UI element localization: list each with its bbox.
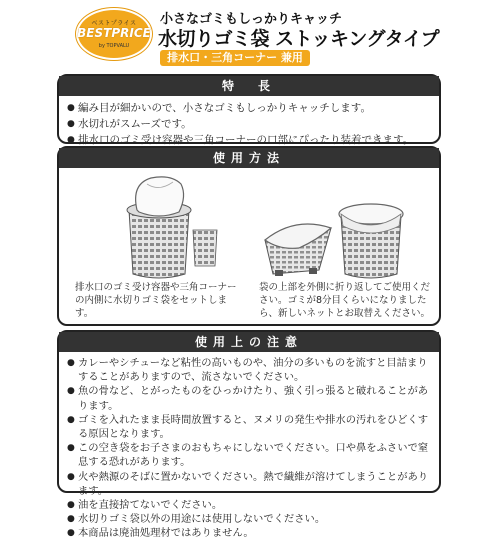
features-heading: 特 長 xyxy=(59,76,439,96)
features-list xyxy=(59,96,439,148)
usage-caption-left: 排水口のゴミ受け容器や三角コーナーの内側に水切りゴミ袋をセットします。 xyxy=(75,282,237,319)
triangle-corner-basket xyxy=(265,224,331,276)
list-item: ● 排水口のゴミ受け容器や三角コーナーの口部にぴったり装着できます。 xyxy=(67,132,431,148)
usage-caption-right: 袋の上部を外側に折り返してご使用ください。ゴミが8分目くらいになりましたら、新しいネットとお取替えください。 xyxy=(259,282,431,319)
usage-illustration xyxy=(59,170,439,282)
strainer-with-bag-right xyxy=(339,204,403,278)
usage-badge: 排水口・三角コーナー 兼用 xyxy=(160,50,310,66)
list-item: ● 油を直接捨てないでください。 xyxy=(67,498,431,512)
list-item: ● 水切れがスムーズです。 xyxy=(67,116,431,132)
usage-panel xyxy=(57,146,441,326)
logo-top-text: ベストプライス xyxy=(91,20,137,27)
bestprice-logo xyxy=(76,8,152,60)
list-item: ● 編み目が細かいので、小さなゴミもしっかりキャッチします。 xyxy=(67,100,431,116)
list-item: ● 水切りゴミ袋以外の用途には使用しないでください。 xyxy=(67,512,431,526)
tagline: 小さなゴミもしっかりキャッチ xyxy=(160,12,343,27)
logo-main-text: BESTPRICE xyxy=(77,26,151,40)
list-item: ● この空き袋をお子さまのおもちゃにしないでください。口や鼻をふさいで窒息する恐れがあります。 xyxy=(67,441,431,469)
list-item: ● カレーやシチューなど粘性の高いものや、油分の多いものを流すと目詰まりすることがありますので、流さないでください。 xyxy=(67,356,431,384)
list-item: ● ゴミを入れたまま長時間放置すると、ヌメリの発生や排水の汚れをひどくする原因となります。 xyxy=(67,413,431,441)
list-item: ● 火や熱源のそばに置かないでください。熱で繊維が溶けてしまうことがあります。 xyxy=(67,470,431,498)
cautions-panel xyxy=(57,330,441,540)
product-header xyxy=(0,0,500,70)
usage-heading: 使用方法 xyxy=(59,148,439,168)
strainer-with-bag-left xyxy=(127,177,191,278)
cautions-list xyxy=(59,352,439,541)
features-panel xyxy=(57,74,441,144)
logo-sub-text: by TOPVALU xyxy=(98,43,130,49)
strainer-left-small xyxy=(193,230,217,266)
cautions-heading: 使用上の注意 xyxy=(59,332,439,352)
product-title: 水切りゴミ袋 ストッキングタイプ xyxy=(158,28,440,50)
list-item: ● 本商品は廃油処理材ではありません。 xyxy=(67,526,431,540)
list-item: ● 魚の骨など、とがったものをひっかけたり、強く引っ張ると破れることがあります。 xyxy=(67,384,431,412)
